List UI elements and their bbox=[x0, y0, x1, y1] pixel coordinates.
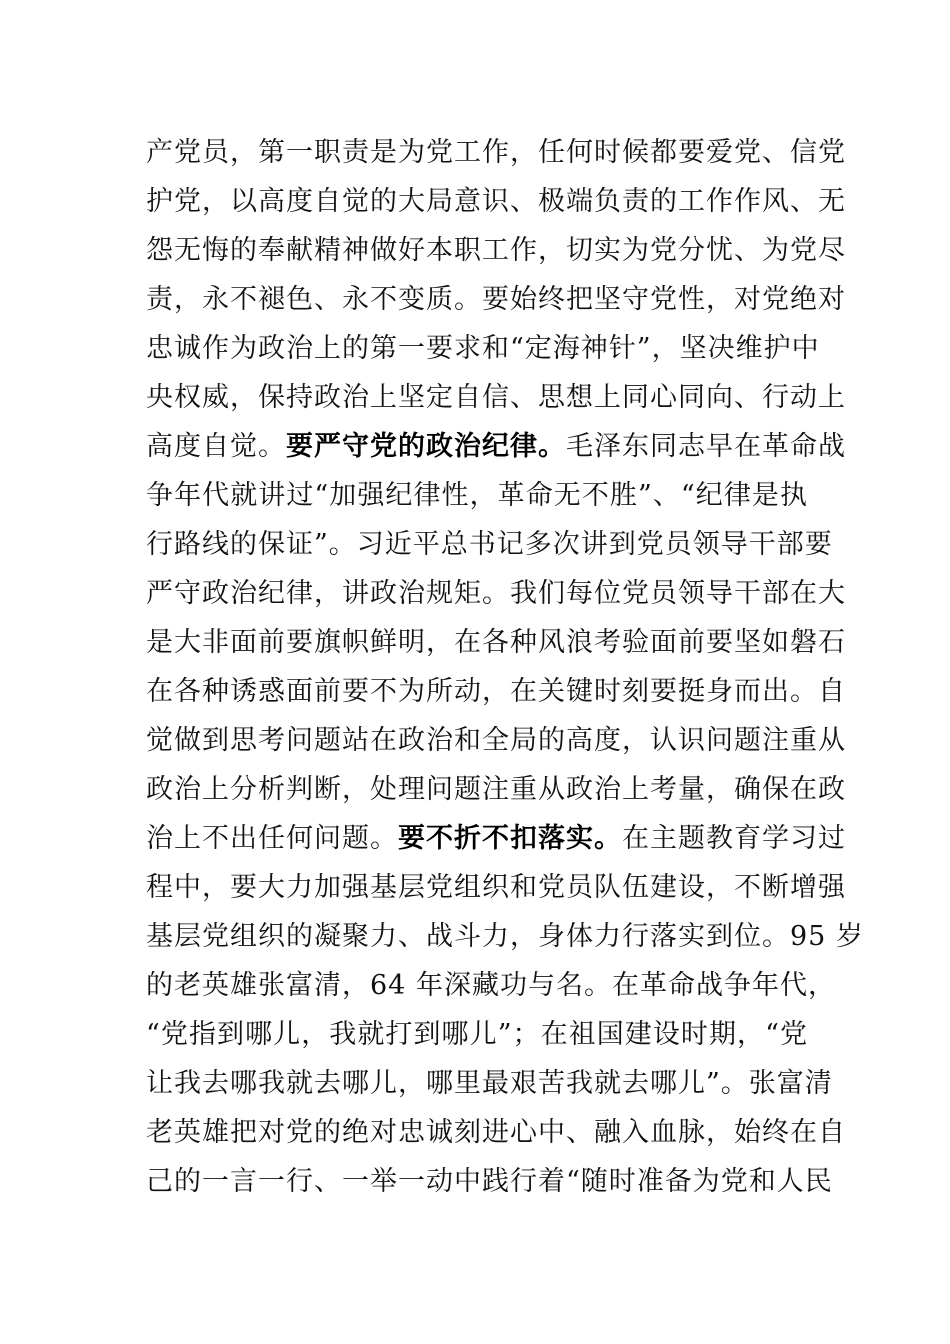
text-line bbox=[146, 1010, 808, 1059]
body-text-segment: “党指到哪儿，我就打到哪儿”；在祖国建设时期，“党 bbox=[146, 1019, 808, 1050]
text-line bbox=[146, 177, 846, 226]
text-line bbox=[146, 1108, 846, 1157]
text-line bbox=[146, 422, 846, 471]
text-line bbox=[146, 814, 846, 863]
bold-heading-text: 要严守党的政治纪律。 bbox=[286, 431, 566, 462]
body-text-segment: 让我去哪我就去哪儿，哪里最艰苦我就去哪儿”。张富清 bbox=[146, 1068, 833, 1099]
text-line bbox=[146, 1059, 833, 1108]
text-line bbox=[146, 667, 846, 716]
text-line bbox=[146, 863, 846, 912]
text-line bbox=[146, 471, 808, 520]
text-line bbox=[146, 765, 846, 814]
body-text-segment: 治上不出任何问题。 bbox=[146, 823, 398, 854]
body-text-segment: 是大非面前要旗帜鲜明，在各种风浪考验面前要坚如磐石 bbox=[146, 627, 846, 658]
text-line bbox=[146, 373, 846, 422]
bold-heading-text: 要不折不扣落实。 bbox=[398, 823, 622, 854]
body-text-segment: 央权威，保持政治上坚定自信、思想上同心同向、行动上 bbox=[146, 382, 846, 413]
body-text-segment: 在各种诱惑面前要不为所动，在关键时刻要挺身而出。自 bbox=[146, 676, 846, 707]
body-text-segment: 的老英雄张富清，64 年深藏功与名。在革命战争年代， bbox=[146, 970, 836, 1001]
body-text-segment: 忠诚作为政治上的第一要求和“定海神针”，坚决维护中 bbox=[146, 333, 820, 364]
text-line bbox=[146, 618, 846, 667]
body-text-segment: 争年代就讲过“加强纪律性，革命无不胜”、“纪律是执 bbox=[146, 480, 808, 511]
text-line bbox=[146, 716, 846, 765]
text-line bbox=[146, 128, 846, 177]
body-text-segment: 责，永不褪色、永不变质。要始终把坚守党性，对党绝对 bbox=[146, 284, 846, 315]
body-text-segment: 在主题教育学习过 bbox=[622, 823, 846, 854]
text-line bbox=[146, 275, 846, 324]
text-line bbox=[146, 912, 864, 961]
body-text-segment: 护党，以高度自觉的大局意识、极端负责的工作作风、无 bbox=[146, 186, 846, 217]
body-text-segment: 觉做到思考问题站在政治和全局的高度，认识问题注重从 bbox=[146, 725, 846, 756]
text-line bbox=[146, 1157, 833, 1206]
body-text-segment: 己的一言一行、一举一动中践行着“随时准备为党和人民 bbox=[146, 1166, 833, 1197]
text-line bbox=[146, 324, 820, 373]
body-text-segment: 毛泽东同志早在革命战 bbox=[566, 431, 846, 462]
body-text bbox=[146, 128, 864, 1206]
body-text-segment: 高度自觉。 bbox=[146, 431, 286, 462]
body-text-segment: 行路线的保证”。习近平总书记多次讲到党员领导干部要 bbox=[146, 529, 833, 560]
body-text-segment: 老英雄把对党的绝对忠诚刻进心中、融入血脉，始终在自 bbox=[146, 1117, 846, 1148]
body-text-segment: 产党员，第一职责是为党工作，任何时候都要爱党、信党 bbox=[146, 137, 846, 168]
text-line bbox=[146, 961, 836, 1010]
text-line bbox=[146, 520, 833, 569]
text-line bbox=[146, 569, 846, 618]
text-line bbox=[146, 226, 846, 275]
body-text-segment: 程中，要大力加强基层党组织和党员队伍建设，不断增强 bbox=[146, 872, 846, 903]
body-text-segment: 基层党组织的凝聚力、战斗力，身体力行落实到位。95 岁 bbox=[146, 921, 864, 952]
body-text-segment: 怨无悔的奉献精神做好本职工作，切实为党分忧、为党尽 bbox=[146, 235, 846, 266]
body-text-segment: 政治上分析判断，处理问题注重从政治上考量，确保在政 bbox=[146, 774, 846, 805]
body-text-segment: 严守政治纪律，讲政治规矩。我们每位党员领导干部在大 bbox=[146, 578, 846, 609]
